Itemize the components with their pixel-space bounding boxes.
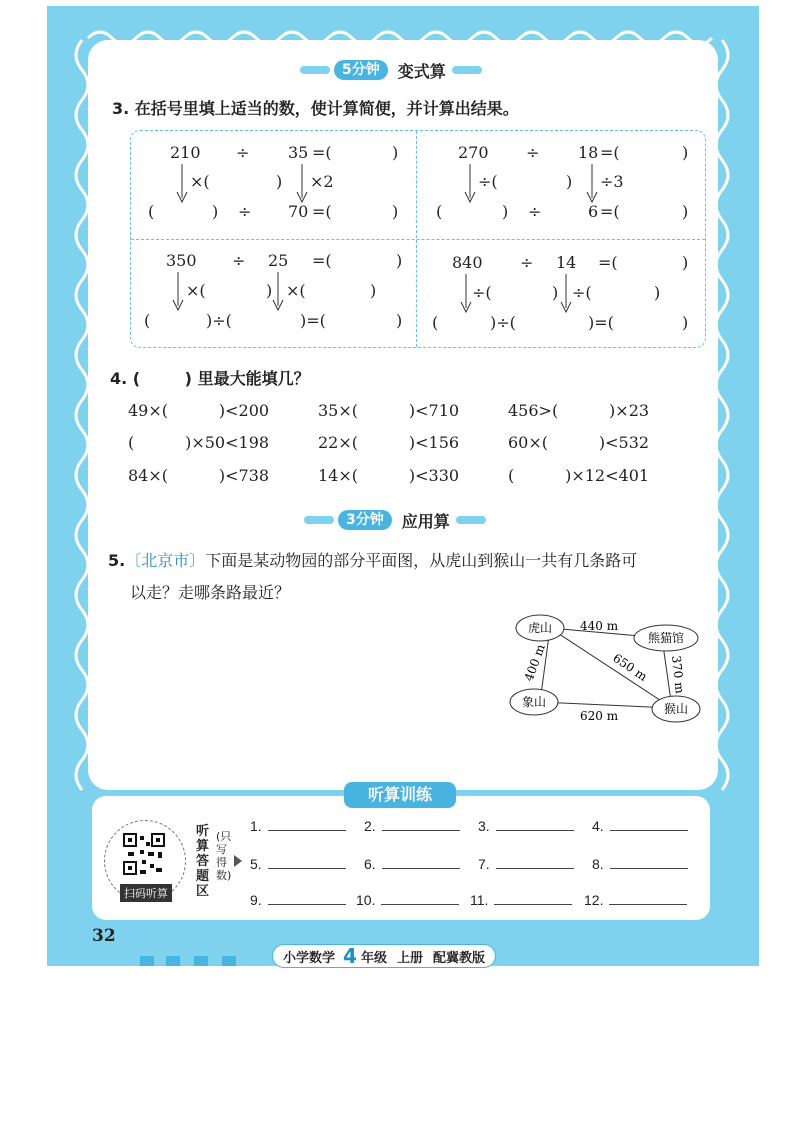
label-panda: 熊猫馆 [647, 631, 685, 645]
op: )÷( [490, 313, 516, 332]
answer-slot[interactable]: 4. [592, 818, 688, 834]
dist-tiger-panda: 440 m [580, 619, 619, 633]
inequality: ( )×50<198 [128, 433, 270, 452]
answer-slot[interactable]: 2. [364, 818, 460, 834]
q4-number: 4. [110, 369, 128, 388]
dist-tiger-monkey: 650 m [610, 650, 650, 684]
source-tag: 〔北京市〕 [125, 551, 206, 570]
op: ÷ [238, 202, 252, 221]
section-badge-5min [300, 58, 482, 82]
equals: )=( [300, 311, 326, 330]
num: 35 [288, 143, 309, 162]
q5-line1: 下面是某动物园的部分平面图，从虎山到猴山一共有几条路可 [205, 551, 638, 570]
label-monkey: 猴山 [663, 702, 689, 716]
inequality: 84×( )<738 [128, 466, 270, 485]
down-arrow [172, 272, 184, 312]
paren-close: ) [566, 172, 573, 191]
time-pill: 3分钟 [338, 510, 392, 530]
equals: =( [312, 251, 332, 270]
paren-close: ) [682, 253, 689, 272]
subject: 小学数学 [283, 950, 336, 966]
q3-prompt: 3. 在括号里填上适当的数，使计算简便，并计算出结果。 [112, 99, 519, 118]
num: 210 [170, 143, 201, 162]
num: 840 [452, 253, 483, 272]
grade-number: 4 [343, 944, 357, 968]
arrow-right-icon [234, 855, 242, 867]
paren-close: ) [682, 143, 689, 162]
dist-tiger-elephant: 400 m [521, 642, 548, 684]
dist-elephant-monkey: 620 m [580, 709, 619, 723]
zoo-map [500, 608, 710, 734]
paren-close: ) [396, 251, 403, 270]
answer-note: (只写得数) [216, 830, 232, 882]
book-info [272, 944, 496, 968]
label-tiger: 虎山 [527, 621, 553, 635]
paren-blank: ( ) [132, 369, 192, 388]
paren-close: ) [276, 172, 283, 191]
paren-close: ) [682, 313, 689, 332]
answer-slot[interactable]: 9. [250, 892, 346, 908]
inequality: 456>( )×23 [508, 401, 650, 420]
time-pill: 5分钟 [334, 60, 388, 80]
paren-close: ) [552, 283, 559, 302]
op: ÷ [528, 202, 542, 221]
op: ×2 [310, 172, 334, 191]
down-arrow [176, 164, 188, 204]
paren-open: ( [148, 202, 155, 221]
edition: 配冀教版 [432, 950, 485, 966]
section-title: 变式算 [397, 61, 446, 81]
op: ÷ [526, 143, 540, 162]
answer-slot[interactable]: 6. [364, 856, 460, 872]
paren-close: ) [392, 143, 399, 162]
paren-close: ) [266, 281, 273, 300]
op: ×( [186, 281, 206, 300]
inequality: 35×( )<710 [318, 401, 460, 420]
section-title: 应用算 [401, 511, 450, 531]
grade-suffix: 年级 [360, 950, 387, 966]
down-arrow [460, 274, 472, 314]
q4-prompt: 里最大能填几？ [197, 369, 310, 388]
op: ÷3 [600, 172, 624, 191]
answer-slot[interactable]: 8. [592, 856, 688, 872]
paren-open: ( [436, 202, 443, 221]
q5-line2: 以走？走哪条路最近？ [130, 583, 291, 602]
num: 350 [166, 251, 197, 270]
qr-label: 扫码听算 [120, 884, 172, 902]
volume: 上册 [396, 950, 423, 966]
answer-area-label: 听算答题区 [196, 824, 210, 899]
answer-slot[interactable]: 10. [356, 892, 459, 908]
page-number: 32 [92, 926, 116, 946]
grid-divider-h [131, 239, 705, 240]
down-arrow [586, 164, 598, 204]
equals: =( [600, 143, 620, 162]
num: 6 [588, 202, 599, 221]
paren-close: ) [682, 202, 689, 221]
answer-slot[interactable]: 11. [470, 892, 572, 908]
paren-close: ) [654, 283, 661, 302]
op: ×( [286, 281, 306, 300]
down-arrow [296, 164, 308, 204]
op: ÷( [572, 283, 592, 302]
paren-open: ( [432, 313, 439, 332]
op: ×( [190, 172, 210, 191]
op: ÷( [472, 283, 492, 302]
down-arrow [272, 272, 284, 312]
op: ÷ [520, 253, 534, 272]
down-arrow [464, 164, 476, 204]
inequality: 14×( )<330 [318, 466, 460, 485]
op: )÷( [206, 311, 232, 330]
paren-close: ) [502, 202, 509, 221]
equals: =( [598, 253, 618, 272]
num: 18 [578, 143, 599, 162]
answer-slot[interactable]: 7. [478, 856, 574, 872]
q4-header [110, 366, 310, 389]
q5-number: 5. [108, 551, 126, 570]
inequality: 60×( )<532 [508, 433, 650, 452]
num: 270 [458, 143, 489, 162]
answer-slot[interactable]: 12. [584, 892, 687, 908]
equals: =( [600, 202, 620, 221]
paren-close: ) [392, 202, 399, 221]
op: ÷( [478, 172, 498, 191]
equals: )=( [588, 313, 614, 332]
op: ÷ [232, 251, 246, 270]
down-arrow [560, 274, 572, 314]
qr-code-icon[interactable] [122, 832, 166, 876]
label-elephant: 象山 [521, 695, 547, 709]
equals: =( [312, 202, 332, 221]
paren-close: ) [212, 202, 219, 221]
section-badge-3min [304, 508, 486, 532]
paren-close: ) [370, 281, 377, 300]
answer-slot[interactable]: 3. [478, 818, 574, 834]
inequality: 49×( )<200 [128, 401, 270, 420]
inequality: ( )×12<401 [508, 466, 650, 485]
answer-slot[interactable]: 5. [250, 856, 346, 872]
num: 14 [556, 253, 577, 272]
num: 70 [288, 202, 309, 221]
dist-panda-monkey: 370 m [669, 654, 687, 695]
paren-open: ( [144, 311, 151, 330]
paren-close: ) [396, 311, 403, 330]
answer-slot[interactable]: 1. [250, 818, 346, 834]
num: 25 [268, 251, 289, 270]
op: ÷ [236, 143, 250, 162]
equals: =( [312, 143, 332, 162]
q5-text [108, 548, 637, 571]
listening-title: 听算训练 [344, 782, 456, 808]
inequality: 22×( )<156 [318, 433, 460, 452]
